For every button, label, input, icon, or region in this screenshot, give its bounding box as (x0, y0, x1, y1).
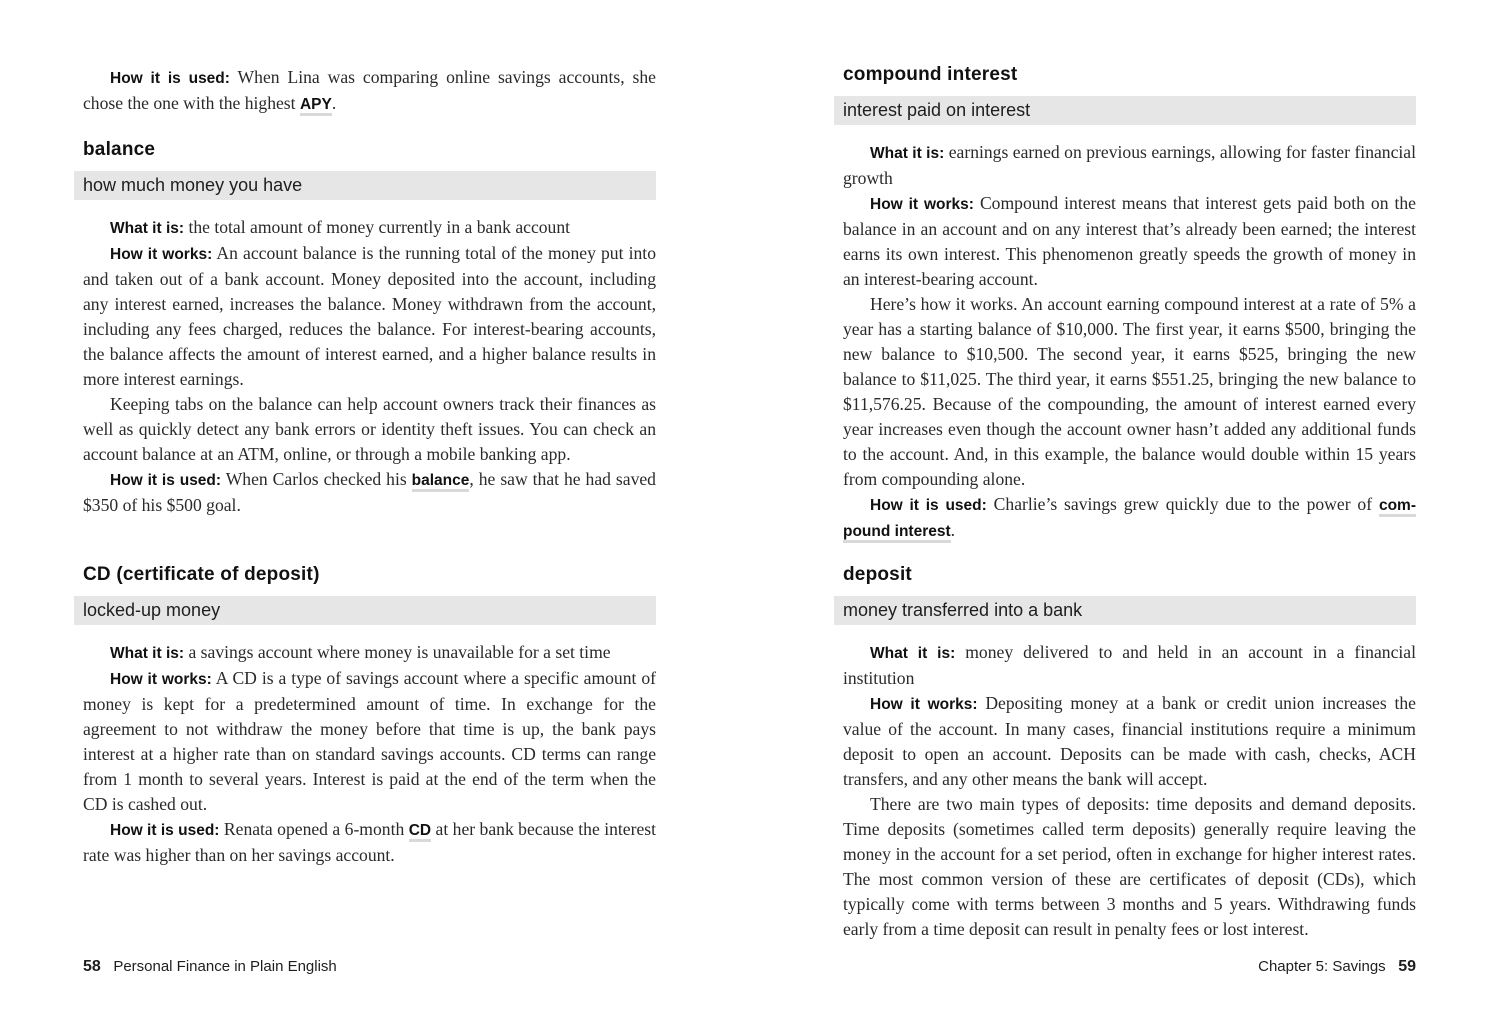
deposit-body (843, 640, 1416, 942)
usage-text: When Lina was comparing online savings accounts, she chose the one with the highest (83, 67, 656, 113)
keyword-cd: CD (409, 822, 431, 842)
usage-text: Renata opened a 6-month (219, 819, 409, 839)
definition-band-compound-interest: interest paid on interest (834, 96, 1416, 125)
what-it-is-text: a savings account where money is unavailable for a set time (184, 642, 611, 662)
page-number: 59 (1398, 958, 1416, 975)
how-it-works-text: A CD is a type of savings account where a specific amount of money is kept for a predetermined amount of time. In exchange for the agreement to not withdraw the money before that time is up, the bank pays interest at a higher rate than on standard savings accounts. CD terms can range from 1 month to several years. Interest is paid at the end of the term when the CD is cashed out. (83, 668, 656, 814)
how-it-is-used-paragraph (83, 817, 656, 868)
how-it-works-paragraph (83, 666, 656, 817)
usage-text-end: at her bank because the interest rate was higher than on her savings account. (83, 819, 656, 865)
chapter-title: Chapter 5: Savings (1258, 958, 1386, 975)
definition-band-cd: locked-up money (74, 596, 656, 625)
definition-band-deposit: money transferred into a bank (834, 596, 1416, 625)
how-it-works-label: How it works: (870, 196, 974, 213)
body-paragraph: Here’s how it works. An account earning compound interest at a rate of 5% a year has a starting balance of $10,000. The first year, it earns $500, bringing the new balance to $10,500. The second year, it earns $525, bringing the new balance to $11,025. The third year, it earns $551.25, bringing the new balance to $11,576.25. Because of the compounding, the amount of interest earned every year increases even though the account owner hasn’t added any additional funds to the account. And, in this example, the balance would double within 15 years from compounding alone. (843, 294, 1416, 489)
what-it-is-text: money delivered to and held in an account in a financial institution (843, 642, 1416, 688)
book-title: Personal Finance in Plain English (113, 958, 337, 975)
term-compound-interest: compound interest (843, 64, 1018, 85)
cd-body (83, 640, 656, 868)
how-it-is-used-paragraph (83, 467, 656, 518)
how-it-is-used-paragraph (843, 492, 1416, 544)
body-paragraph: Keeping tabs on the balance can help account owners track their finances as well as quickly detect any bank errors or identity theft issues. You can check an account balance at an ATM, online, or through a mobile banking app. (83, 394, 656, 464)
how-it-works-label: How it works: (110, 246, 213, 263)
what-it-is-text: earnings earned on previous earnings, allowing for faster financial growth (843, 142, 1416, 188)
how-it-works-label: How it works: (110, 671, 212, 688)
apy-usage-block (83, 65, 656, 117)
what-it-is-paragraph (843, 640, 1416, 691)
definition-band-balance: how much money you have (74, 171, 656, 200)
balance-body (83, 215, 656, 518)
what-it-is-text: the total amount of money currently in a bank account (184, 217, 571, 237)
what-it-is-label: What it is: (110, 645, 185, 662)
right-footer (1258, 958, 1416, 976)
how-used-label: How it is used: (110, 70, 230, 87)
how-used-label: How it is used: (110, 472, 222, 489)
how-it-works-text: Compound interest means that interest gets paid both on the balance in an account and on any interest that’s already been earned; the interest earns its own interest. This phenomenon greatly speeds the growth of money in an interest-bearing account. (843, 193, 1416, 289)
how-it-works-text: Depositing money at a bank or credit union increases the value of the account. In many cases, financial institutions require a minimum deposit to open an account. Deposits can be made with cash, checks, ACH transfers, and any other means the bank will accept. (843, 693, 1416, 789)
how-used-label: How it is used: (870, 497, 987, 514)
how-it-works-paragraph (83, 241, 656, 392)
apy-usage-paragraph (83, 65, 656, 117)
how-it-works-text: An account balance is the running total of the money put into and taken out of a bank account. Money deposited into the account, including any interest earned, increases the balance. Money withdrawn from the account, including any fees charged, reduces the balance. For interest-bearing accounts, the balance affects the amount of interest earned, and a higher balance results in more interest earnings. (83, 243, 656, 389)
usage-text-end: . (950, 520, 956, 540)
keyword-balance: balance (412, 472, 470, 492)
usage-text-end: . (331, 93, 337, 113)
how-it-works-paragraph (843, 691, 1416, 792)
term-deposit: deposit (843, 564, 912, 585)
what-it-is-label: What it is: (870, 145, 945, 162)
body-paragraph: There are two main types of deposits: time deposits and demand deposits. Time deposits (sometimes called term deposits) generally require leaving the money in the account for a set period, often in exchange for higher interest rates. The most common version of these are certificates of deposit (CDs), which typically come with terms between 3 months and 5 years. Withdrawing funds early from a time deposit can result in penalty fees or lost interest. (843, 794, 1416, 939)
how-it-works-label: How it works: (870, 696, 978, 713)
what-it-is-paragraph (843, 140, 1416, 191)
what-it-is-label: What it is: (870, 645, 956, 662)
how-it-works-paragraph (843, 191, 1416, 292)
usage-text: Charlie’s savings grew quickly due to the power of (986, 494, 1379, 514)
what-it-is-paragraph (83, 640, 656, 666)
compound-interest-body (843, 140, 1416, 544)
keyword-apy: APY (300, 96, 332, 116)
page-number: 58 (83, 958, 101, 975)
usage-text-end: , he saw that he had saved $350 of his $500 goal. (83, 469, 656, 515)
how-used-label: How it is used: (110, 822, 220, 839)
keyword-compound-interest: compound interest (843, 497, 1416, 543)
term-cd: CD (certificate of deposit) (83, 564, 320, 585)
term-balance: balance (83, 139, 156, 160)
what-it-is-label: What it is: (110, 220, 185, 237)
usage-text: When Carlos checked his (221, 469, 412, 489)
what-it-is-paragraph (83, 215, 656, 241)
left-footer (83, 958, 337, 976)
